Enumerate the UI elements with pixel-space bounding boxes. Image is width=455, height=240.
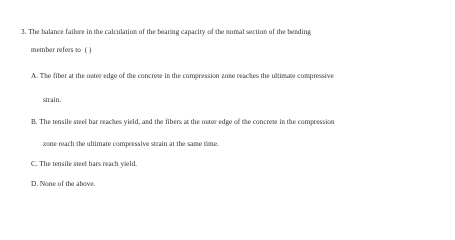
question-stem-line-2 bbox=[31, 46, 92, 55]
option-b-line-2: zone reach the ultimate compressive strain at the same time. bbox=[43, 140, 219, 148]
question-stem-text: member refers to bbox=[31, 46, 81, 54]
option-a-line-1: A. The fiber at the outer edge of the concrete in the compression zone reaches the ultimate compressive bbox=[31, 72, 334, 80]
question-stem-line-1: 3. The balance failure in the calculation of the bearing capacity of the nomal section of the bending bbox=[21, 28, 311, 36]
option-d: D. None of the above. bbox=[31, 180, 96, 188]
option-a-line-2: strain. bbox=[43, 96, 62, 104]
option-b-line-1: B. The tensile steel bar reaches yield, and the fibers at the outer edge of the concrete in the compression bbox=[31, 118, 335, 126]
answer-blank: ( ) bbox=[84, 46, 92, 54]
option-c: C. The tensile steel bars reach yield. bbox=[31, 160, 137, 168]
